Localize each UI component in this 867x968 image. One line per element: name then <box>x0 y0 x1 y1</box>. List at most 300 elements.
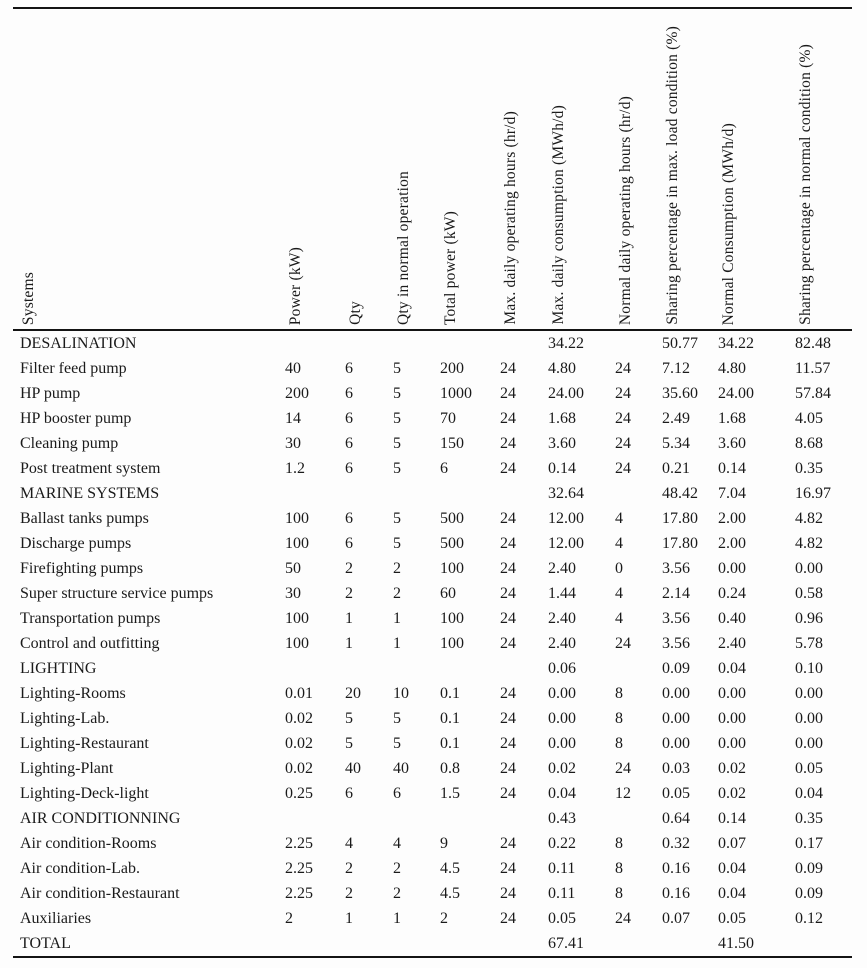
column-header-max-daily-consumption-mwh-d <box>548 8 615 330</box>
value-cell: 24.00 <box>718 385 754 402</box>
value-cell: 0.00 <box>662 710 690 727</box>
value-cell: 3.56 <box>662 635 690 652</box>
value-cell: 2.40 <box>548 610 576 627</box>
value-cell <box>615 481 662 506</box>
value-cell: 0.00 <box>718 710 746 727</box>
value-cell: 0.09 <box>795 860 823 877</box>
value-cell: 32.64 <box>548 485 584 502</box>
table-row-hp-pump <box>13 381 852 406</box>
section-row-lighting <box>13 656 852 681</box>
table-row-control-and-outfitting <box>13 631 852 656</box>
value-cell: 60 <box>440 585 456 602</box>
value-cell: 7.12 <box>662 360 690 377</box>
system-name-cell: Auxiliaries <box>20 910 92 927</box>
system-name-cell: DESALINATION <box>20 335 137 352</box>
system-name-cell: HP pump <box>20 385 81 402</box>
column-header-label: Max. daily consumption (MWh/d) <box>550 105 567 325</box>
value-cell: 3.60 <box>718 435 746 452</box>
table-row-cleaning-pump <box>13 431 852 456</box>
value-cell: 0.02 <box>285 735 313 752</box>
value-cell: 2 <box>440 910 448 927</box>
value-cell: 0.06 <box>548 660 576 677</box>
value-cell: 2.25 <box>285 835 313 852</box>
value-cell: 500 <box>440 510 464 527</box>
table-body <box>13 330 852 957</box>
value-cell: 8 <box>615 835 623 852</box>
value-cell <box>615 806 662 831</box>
value-cell: 0.00 <box>718 560 746 577</box>
value-cell: 6 <box>345 785 353 802</box>
value-cell: 0.16 <box>662 885 690 902</box>
value-cell: 6 <box>345 460 353 477</box>
value-cell: 200 <box>440 360 464 377</box>
value-cell: 48.42 <box>662 485 698 502</box>
value-cell <box>500 931 548 957</box>
value-cell: 0.02 <box>285 710 313 727</box>
value-cell: 1 <box>393 635 401 652</box>
value-cell: 0.00 <box>718 685 746 702</box>
value-cell: 34.22 <box>718 335 754 352</box>
column-header-max-daily-operating-hours-hr-d <box>500 8 548 330</box>
value-cell: 1.68 <box>718 410 746 427</box>
total-row-total <box>13 931 852 957</box>
value-cell <box>393 330 440 356</box>
value-cell: 2 <box>345 585 353 602</box>
value-cell: 100 <box>285 535 309 552</box>
value-cell: 6 <box>345 435 353 452</box>
value-cell: 0.17 <box>795 835 823 852</box>
value-cell <box>285 330 345 356</box>
value-cell: 4 <box>615 585 623 602</box>
system-name-cell: Lighting-Restaurant <box>20 735 149 752</box>
value-cell: 0.16 <box>662 860 690 877</box>
value-cell: 2.25 <box>285 885 313 902</box>
table-row-auxiliaries <box>13 906 852 931</box>
table-header-row <box>13 8 852 330</box>
value-cell: 0.00 <box>718 735 746 752</box>
table-row-air-condition-rooms <box>13 831 852 856</box>
value-cell: 0.05 <box>662 785 690 802</box>
table-row-ballast-tanks-pumps <box>13 506 852 531</box>
value-cell: 8 <box>615 860 623 877</box>
value-cell: 4 <box>615 610 623 627</box>
value-cell: 4.80 <box>718 360 746 377</box>
column-header-normal-consumption-mwh-d <box>718 8 795 330</box>
value-cell: 5 <box>393 735 401 752</box>
value-cell: 2.25 <box>285 860 313 877</box>
value-cell <box>393 656 440 681</box>
value-cell: 0.02 <box>285 760 313 777</box>
table-header <box>13 8 852 330</box>
value-cell: 0.12 <box>795 910 823 927</box>
value-cell: 0.04 <box>718 660 746 677</box>
value-cell: 0.00 <box>548 685 576 702</box>
value-cell: 2.40 <box>548 560 576 577</box>
value-cell: 5 <box>393 385 401 402</box>
value-cell <box>500 656 548 681</box>
value-cell: 2 <box>285 910 293 927</box>
value-cell: 4 <box>393 835 401 852</box>
value-cell: 0.14 <box>548 460 576 477</box>
system-name-cell: Firefighting pumps <box>20 560 144 577</box>
value-cell: 82.48 <box>795 335 831 352</box>
value-cell: 24 <box>615 385 631 402</box>
value-cell: 1.68 <box>548 410 576 427</box>
value-cell <box>440 806 500 831</box>
value-cell: 41.50 <box>718 935 754 952</box>
value-cell: 34.22 <box>548 335 584 352</box>
value-cell: 6 <box>345 410 353 427</box>
value-cell <box>285 931 345 957</box>
value-cell <box>393 481 440 506</box>
value-cell: 24 <box>500 585 516 602</box>
value-cell: 0.64 <box>662 810 690 827</box>
value-cell: 1.5 <box>440 785 460 802</box>
value-cell: 0.22 <box>548 835 576 852</box>
system-name-cell: Lighting-Lab. <box>20 710 110 727</box>
table-row-discharge-pumps <box>13 531 852 556</box>
value-cell: 0.03 <box>662 760 690 777</box>
value-cell <box>500 330 548 356</box>
value-cell: 100 <box>440 610 464 627</box>
value-cell: 40 <box>393 760 409 777</box>
value-cell: 14 <box>285 410 301 427</box>
value-cell: 0.00 <box>795 560 823 577</box>
section-row-marine-systems <box>13 481 852 506</box>
value-cell: 0.14 <box>718 460 746 477</box>
value-cell <box>285 806 345 831</box>
system-name-cell: Filter feed pump <box>20 360 127 377</box>
column-header-qty <box>345 8 393 330</box>
value-cell: 1.44 <box>548 585 576 602</box>
value-cell: 4 <box>615 535 623 552</box>
value-cell <box>345 330 393 356</box>
value-cell: 10 <box>393 685 409 702</box>
value-cell: 5 <box>393 535 401 552</box>
value-cell: 1 <box>393 610 401 627</box>
value-cell: 20 <box>345 685 361 702</box>
value-cell: 2 <box>393 885 401 902</box>
value-cell: 2 <box>393 860 401 877</box>
value-cell: 0.1 <box>440 710 460 727</box>
value-cell: 6 <box>345 385 353 402</box>
value-cell <box>440 656 500 681</box>
value-cell: 0.04 <box>548 785 576 802</box>
section-row-air-conditionning <box>13 806 852 831</box>
value-cell: 0.02 <box>718 760 746 777</box>
value-cell: 0.05 <box>795 760 823 777</box>
value-cell: 24 <box>615 435 631 452</box>
value-cell <box>393 806 440 831</box>
value-cell: 4.5 <box>440 860 460 877</box>
system-name-cell: Lighting-Plant <box>20 760 114 777</box>
value-cell: 24 <box>500 385 516 402</box>
value-cell: 35.60 <box>662 385 698 402</box>
value-cell: 0.21 <box>662 460 690 477</box>
column-header-label: Qty in normal operation <box>395 171 412 325</box>
value-cell: 0.02 <box>548 760 576 777</box>
value-cell <box>345 481 393 506</box>
table-row-post-treatment-system <box>13 456 852 481</box>
value-cell: 0.11 <box>548 885 576 902</box>
value-cell: 0.00 <box>795 710 823 727</box>
value-cell: 0.04 <box>718 885 746 902</box>
value-cell: 6 <box>393 785 401 802</box>
value-cell: 3.60 <box>548 435 576 452</box>
column-header-total-power-kw <box>440 8 500 330</box>
value-cell: 2 <box>393 560 401 577</box>
value-cell: 0.58 <box>795 585 823 602</box>
value-cell: 5 <box>393 710 401 727</box>
value-cell <box>440 931 500 957</box>
value-cell: 0.04 <box>718 860 746 877</box>
value-cell: 0.01 <box>285 685 313 702</box>
system-name-cell: Control and outfitting <box>20 635 160 652</box>
value-cell: 3.56 <box>662 560 690 577</box>
table-row-super-structure-service-pumps <box>13 581 852 606</box>
value-cell <box>285 656 345 681</box>
value-cell: 24 <box>500 835 516 852</box>
table-row-lighting-lab <box>13 706 852 731</box>
system-name-cell: Lighting-Rooms <box>20 685 126 702</box>
value-cell: 2.14 <box>662 585 690 602</box>
value-cell: 1 <box>393 910 401 927</box>
column-header-label: Max. daily operating hours (hr/d) <box>502 111 519 325</box>
value-cell: 0.25 <box>285 785 313 802</box>
column-header-label: Normal daily operating hours (hr/d) <box>617 95 634 325</box>
value-cell: 24 <box>500 435 516 452</box>
value-cell: 24 <box>500 535 516 552</box>
value-cell: 70 <box>440 410 456 427</box>
value-cell: 0.07 <box>662 910 690 927</box>
value-cell: 4.82 <box>795 535 823 552</box>
system-name-cell: HP booster pump <box>20 410 132 427</box>
value-cell <box>500 806 548 831</box>
system-name-cell: Lighting-Deck-light <box>20 785 149 802</box>
column-header-sharing-percentage-in-max-load-condition <box>662 8 718 330</box>
value-cell: 0.00 <box>548 735 576 752</box>
value-cell <box>440 481 500 506</box>
value-cell: 100 <box>285 510 309 527</box>
system-name-cell: MARINE SYSTEMS <box>20 485 160 502</box>
value-cell: 9 <box>440 835 448 852</box>
value-cell: 0.1 <box>440 685 460 702</box>
value-cell: 0.00 <box>795 735 823 752</box>
value-cell: 1.2 <box>285 460 305 477</box>
value-cell: 7.04 <box>718 485 746 502</box>
value-cell: 0.00 <box>795 685 823 702</box>
value-cell: 17.80 <box>662 535 698 552</box>
value-cell: 24 <box>615 460 631 477</box>
value-cell: 6 <box>345 360 353 377</box>
value-cell: 0.1 <box>440 735 460 752</box>
value-cell: 5 <box>393 410 401 427</box>
value-cell: 200 <box>285 385 309 402</box>
value-cell: 0.32 <box>662 835 690 852</box>
value-cell: 67.41 <box>548 935 584 952</box>
value-cell: 40 <box>345 760 361 777</box>
value-cell: 2.00 <box>718 510 746 527</box>
value-cell <box>393 931 440 957</box>
power-consumption-table <box>13 7 852 958</box>
value-cell: 6 <box>440 460 448 477</box>
value-cell: 0.35 <box>795 810 823 827</box>
column-header-label: Systems <box>20 271 37 325</box>
table-row-lighting-plant <box>13 756 852 781</box>
value-cell: 8 <box>615 710 623 727</box>
value-cell: 4.5 <box>440 885 460 902</box>
value-cell: 100 <box>440 635 464 652</box>
value-cell: 0.04 <box>795 785 823 802</box>
value-cell: 0.40 <box>718 610 746 627</box>
value-cell: 2 <box>345 560 353 577</box>
value-cell: 24 <box>615 360 631 377</box>
value-cell: 6 <box>345 510 353 527</box>
value-cell: 12.00 <box>548 535 584 552</box>
value-cell: 24 <box>500 860 516 877</box>
value-cell: 4 <box>615 510 623 527</box>
value-cell: 1 <box>345 635 353 652</box>
table-row-air-condition-restaurant <box>13 881 852 906</box>
value-cell: 500 <box>440 535 464 552</box>
value-cell: 30 <box>285 435 301 452</box>
system-name-cell: Air condition-Lab. <box>20 860 140 877</box>
value-cell: 0.14 <box>718 810 746 827</box>
column-header-sharing-percentage-in-normal-condition <box>795 8 852 330</box>
value-cell: 24 <box>500 510 516 527</box>
value-cell: 4 <box>345 835 353 852</box>
table-row-filter-feed-pump <box>13 356 852 381</box>
table-row-firefighting-pumps <box>13 556 852 581</box>
value-cell <box>500 481 548 506</box>
value-cell: 0.00 <box>662 685 690 702</box>
value-cell: 24 <box>500 910 516 927</box>
value-cell: 8 <box>615 735 623 752</box>
value-cell: 100 <box>440 560 464 577</box>
value-cell: 5 <box>345 710 353 727</box>
value-cell: 100 <box>285 635 309 652</box>
value-cell: 4.80 <box>548 360 576 377</box>
value-cell <box>345 656 393 681</box>
value-cell: 0.09 <box>662 660 690 677</box>
value-cell: 0.35 <box>795 460 823 477</box>
value-cell: 0.00 <box>662 735 690 752</box>
value-cell: 2 <box>345 885 353 902</box>
value-cell: 0.05 <box>718 910 746 927</box>
value-cell: 8.68 <box>795 435 823 452</box>
system-name-cell: Super structure service pumps <box>20 585 214 602</box>
value-cell: 2 <box>345 860 353 877</box>
value-cell: 24.00 <box>548 385 584 402</box>
value-cell <box>285 481 345 506</box>
value-cell: 5 <box>393 435 401 452</box>
value-cell: 24 <box>500 735 516 752</box>
column-header-normal-daily-operating-hours-hr-d <box>615 8 662 330</box>
column-header-label: Total power (kW) <box>442 210 459 325</box>
value-cell <box>345 931 393 957</box>
value-cell: 150 <box>440 435 464 452</box>
value-cell: 5.78 <box>795 635 823 652</box>
value-cell <box>345 806 393 831</box>
value-cell: 8 <box>615 885 623 902</box>
value-cell: 5 <box>393 460 401 477</box>
value-cell: 24 <box>500 685 516 702</box>
value-cell <box>615 330 662 356</box>
value-cell: 1 <box>345 610 353 627</box>
column-header-label: Sharing percentage in max. load condition (%) <box>664 26 681 325</box>
table-row-transportation-pumps <box>13 606 852 631</box>
table-row-hp-booster-pump <box>13 406 852 431</box>
value-cell: 16.97 <box>795 485 831 502</box>
value-cell: 0.09 <box>795 885 823 902</box>
value-cell: 24 <box>500 610 516 627</box>
table-row-lighting-deck-light <box>13 781 852 806</box>
value-cell: 50.77 <box>662 335 698 352</box>
value-cell: 2.40 <box>548 635 576 652</box>
value-cell: 100 <box>285 610 309 627</box>
column-header-qty-in-normal-operation <box>393 8 440 330</box>
value-cell: 0.05 <box>548 910 576 927</box>
value-cell: 2.40 <box>718 635 746 652</box>
value-cell: 17.80 <box>662 510 698 527</box>
value-cell <box>615 931 662 957</box>
column-header-label: Qty <box>347 301 364 325</box>
value-cell: 5 <box>393 360 401 377</box>
value-cell: 24 <box>500 460 516 477</box>
value-cell: 24 <box>500 560 516 577</box>
value-cell: 50 <box>285 560 301 577</box>
value-cell: 5.34 <box>662 435 690 452</box>
value-cell: 0.43 <box>548 810 576 827</box>
value-cell: 24 <box>615 635 631 652</box>
system-name-cell: Air condition-Restaurant <box>20 885 180 902</box>
value-cell: 11.57 <box>795 360 831 377</box>
value-cell <box>440 330 500 356</box>
value-cell: 0.02 <box>718 785 746 802</box>
value-cell: 0.07 <box>718 835 746 852</box>
value-cell: 24 <box>500 760 516 777</box>
value-cell: 24 <box>615 910 631 927</box>
value-cell: 5 <box>345 735 353 752</box>
value-cell <box>662 931 718 957</box>
value-cell: 4.05 <box>795 410 823 427</box>
table-row-lighting-restaurant <box>13 731 852 756</box>
value-cell: 0.00 <box>548 710 576 727</box>
system-name-cell: Post treatment system <box>20 460 161 477</box>
value-cell: 2.00 <box>718 535 746 552</box>
value-cell: 0 <box>615 560 623 577</box>
value-cell: 30 <box>285 585 301 602</box>
system-name-cell: AIR CONDITIONNING <box>20 810 181 827</box>
value-cell: 24 <box>500 785 516 802</box>
value-cell: 2.49 <box>662 410 690 427</box>
value-cell: 0.96 <box>795 610 823 627</box>
column-header-power-kw <box>285 8 345 330</box>
value-cell: 24 <box>615 410 631 427</box>
column-header-label: Power (kW) <box>287 246 304 325</box>
value-cell: 40 <box>285 360 301 377</box>
value-cell: 12.00 <box>548 510 584 527</box>
system-name-cell: Air condition-Rooms <box>20 835 157 852</box>
table-row-air-condition-lab <box>13 856 852 881</box>
value-cell: 1 <box>345 910 353 927</box>
value-cell: 12 <box>615 785 631 802</box>
value-cell: 0.11 <box>548 860 576 877</box>
system-name-cell: Ballast tanks pumps <box>20 510 149 527</box>
value-cell: 6 <box>345 535 353 552</box>
system-name-cell: Discharge pumps <box>20 535 132 552</box>
value-cell: 24 <box>500 410 516 427</box>
